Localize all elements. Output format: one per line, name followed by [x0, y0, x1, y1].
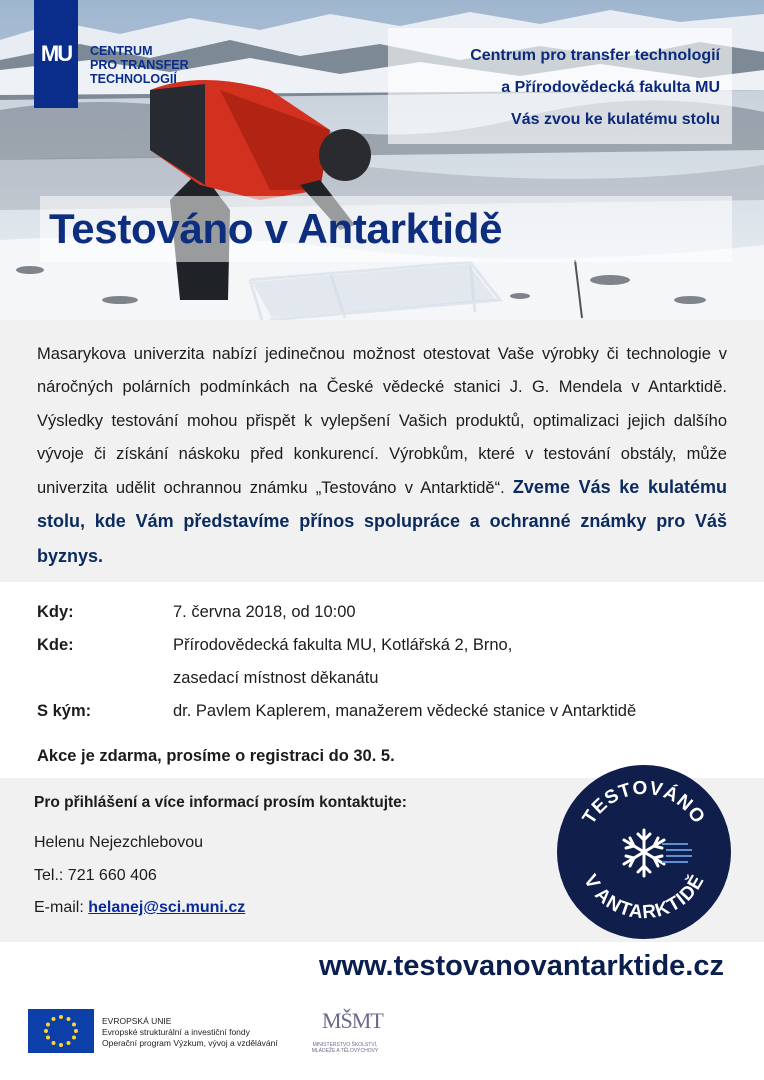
eu-line: EVROPSKÁ UNIE	[102, 1016, 172, 1026]
invitation-line: a Přírodovědecká fakulta MU	[501, 79, 720, 96]
eu-text	[102, 1016, 278, 1049]
invitation-line: Centrum pro transfer technologií	[470, 47, 720, 64]
with-value: dr. Pavlem Kaplerem, manažerem vědecké stanice v Antarktidě	[173, 702, 637, 720]
event-details	[0, 582, 764, 778]
description-paragraph	[37, 338, 727, 574]
where-value-room: zasedací místnost děkanátu	[173, 669, 379, 687]
contact-email-line	[34, 899, 245, 917]
eu-line: Evropské strukturální a investiční fondy	[102, 1027, 250, 1037]
with-label: S kým:	[37, 702, 92, 720]
contact-name: Helenu Nejezchlebovou	[34, 834, 203, 851]
hero-banner	[0, 0, 764, 320]
website-link[interactable]: www.testovanovantarktide.cz	[318, 950, 724, 982]
eu-line: Operační program Výzkum, vývoj a vzdělávání	[102, 1038, 278, 1048]
invitation-line: Vás zvou ke kulatému stolu	[511, 111, 720, 128]
msmt-logo: MŠMT	[322, 1008, 383, 1033]
description-section	[0, 320, 764, 582]
testovano-badge	[556, 764, 732, 940]
contact-phone: Tel.: 721 660 406	[34, 867, 157, 884]
contact-heading: Pro přihlášení a více informací prosím kontaktujte:	[34, 794, 407, 811]
msmt-line: MLÁDEŽE A TĚLOVÝCHOVY	[311, 1048, 379, 1054]
page-title: Testováno v Antarktidě	[49, 205, 503, 252]
when-value: 7. června 2018, od 10:00	[173, 603, 356, 621]
description-highlight: Zveme Vás ke kulatému stolu, kde Vám představíme přínos spolupráce a ochranné známky pro Váš byznys.	[37, 477, 727, 566]
where-label: Kde:	[37, 636, 74, 654]
logo-text	[90, 44, 189, 86]
logo-text-line: PRO TRANSFER	[90, 58, 189, 72]
logo-mark: MU	[40, 41, 72, 66]
badge-text-top: TESTOVÁNO	[578, 777, 710, 829]
invitation-box	[388, 28, 732, 144]
logo-text-line: TECHNOLOGIÍ	[90, 72, 177, 86]
where-value: Přírodovědecká fakulta MU, Kotlářská 2, Brno,	[173, 636, 513, 654]
eu-flag-icon	[28, 1009, 94, 1053]
badge-text-bottom: V ANTARKTIDĚ	[579, 871, 709, 924]
logo-text-line: CENTRUM	[90, 44, 153, 58]
email-label: E-mail:	[34, 899, 84, 916]
msmt-text	[300, 1042, 390, 1054]
description-text: Masarykova univerzita nabízí jedinečnou možnost otestovat Vaše výrobky či technologie v náročných polárních podmínkách na České vědecké stanici J. G. Mendela v Antarktidě. Výsledky testování mohou přispět k vylepšení Vašich produktů, optimalizaci jejich dalšího vývoje či získání náskoku před konkurencí. Výrobkům, které v testování obstály, může univerzita udělit ochrannou známku „Testováno v Antarktidě“.	[37, 345, 727, 498]
msmt-line: MINISTERSTVO ŠKOLSTVÍ,	[312, 1042, 378, 1048]
email-link[interactable]: helanej@sci.muni.cz	[88, 899, 246, 916]
when-label: Kdy:	[37, 603, 74, 621]
mu-logo	[34, 0, 78, 108]
registration-notice: Akce je zdarma, prosíme o registraci do 30. 5.	[37, 747, 395, 765]
